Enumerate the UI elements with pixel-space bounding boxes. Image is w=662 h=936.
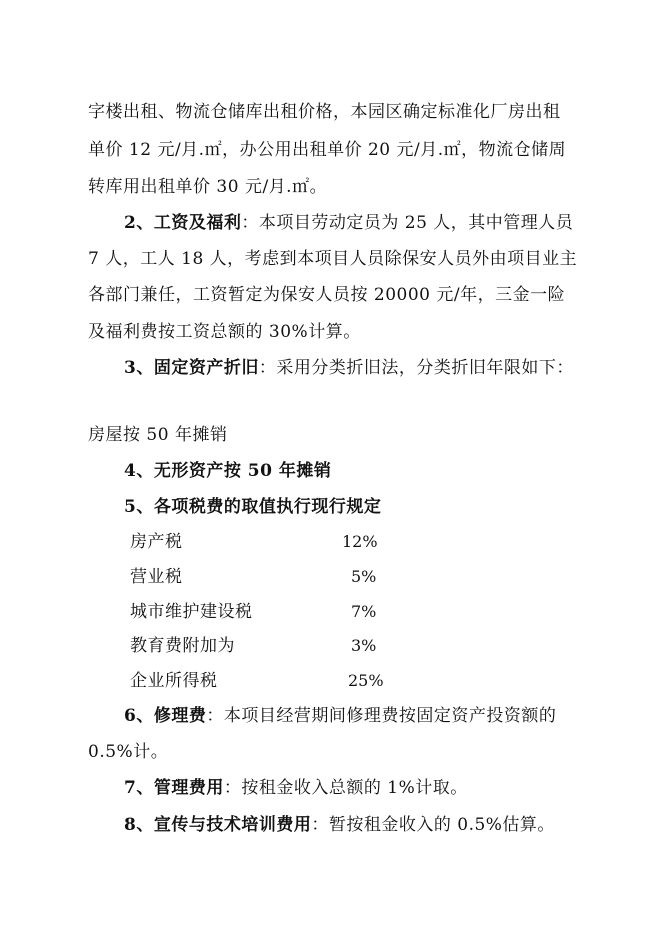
tax-rate: 7% [351, 602, 377, 621]
item-number: 3、 [124, 358, 154, 378]
paragraph-line: 字楼出租、物流仓储库出租价格，本园区确定标准化厂房出租 [88, 102, 561, 122]
item-number: 2、 [124, 213, 154, 233]
item-text: ：本项目经营期间修理费按固定资产投资额的 [206, 706, 557, 726]
tax-rate: 5% [351, 567, 377, 586]
item-number: 7、 [124, 778, 154, 798]
tax-name: 房产税 [130, 532, 183, 552]
paragraph-line: 各部门兼任，工资暂定为保安人员按 20000 元/年，三金一险 [88, 285, 566, 305]
paragraph-line: 单价 12 元/月.㎡，办公用出租单价 20 元/月.㎡，物流仓储周 [88, 140, 567, 160]
paragraph-line: 及福利费按工资总额的 30%计算。 [88, 322, 361, 342]
item-title: 修理费 [153, 706, 207, 726]
item-3-heading [124, 357, 574, 379]
item-title: 管理费用 [153, 778, 224, 798]
tax-name: 营业税 [130, 567, 183, 587]
item-6-heading [124, 705, 556, 727]
paragraph-line: 转库用出租单价 30 元/月.㎡。 [88, 177, 328, 197]
tax-name: 企业所得税 [130, 671, 218, 691]
item-number: 6、 [124, 706, 154, 726]
tax-rate: 12% [342, 532, 378, 551]
item-5-heading: 5、各项税费的取值执行现行规定 [124, 497, 382, 517]
tax-rate: 25% [348, 671, 384, 690]
item-2-heading [124, 212, 573, 234]
tax-rate: 3% [351, 636, 377, 655]
item-number: 8、 [124, 815, 154, 835]
item-text: ：采用分类折旧法，分类折旧年限如下： [258, 358, 574, 378]
item-text: ：暂按租金收入的 0.5%估算。 [311, 815, 555, 835]
tax-name: 城市维护建设税 [130, 602, 253, 622]
item-7-heading [124, 777, 468, 799]
paragraph-line: 0.5%计。 [88, 742, 169, 762]
item-4-heading: 4、无形资产按 50 年摊销 [124, 461, 332, 481]
house-amortization-note: 房屋按 50 年摊销 [88, 425, 228, 445]
tax-name: 教育费附加为 [130, 636, 235, 656]
item-text: ：本项目劳动定员为 25 人，其中管理人员 [241, 213, 574, 233]
item-8-heading [124, 814, 555, 836]
item-title: 宣传与技术培训费用 [153, 815, 312, 835]
item-title: 工资及福利 [153, 213, 242, 233]
paragraph-line: 7 人，工人 18 人，考虑到本项目人员除保安人员外由项目业主 [88, 249, 578, 269]
item-text: ：按租金收入总额的 1%计取。 [223, 778, 468, 798]
item-title: 固定资产折旧 [153, 358, 259, 378]
